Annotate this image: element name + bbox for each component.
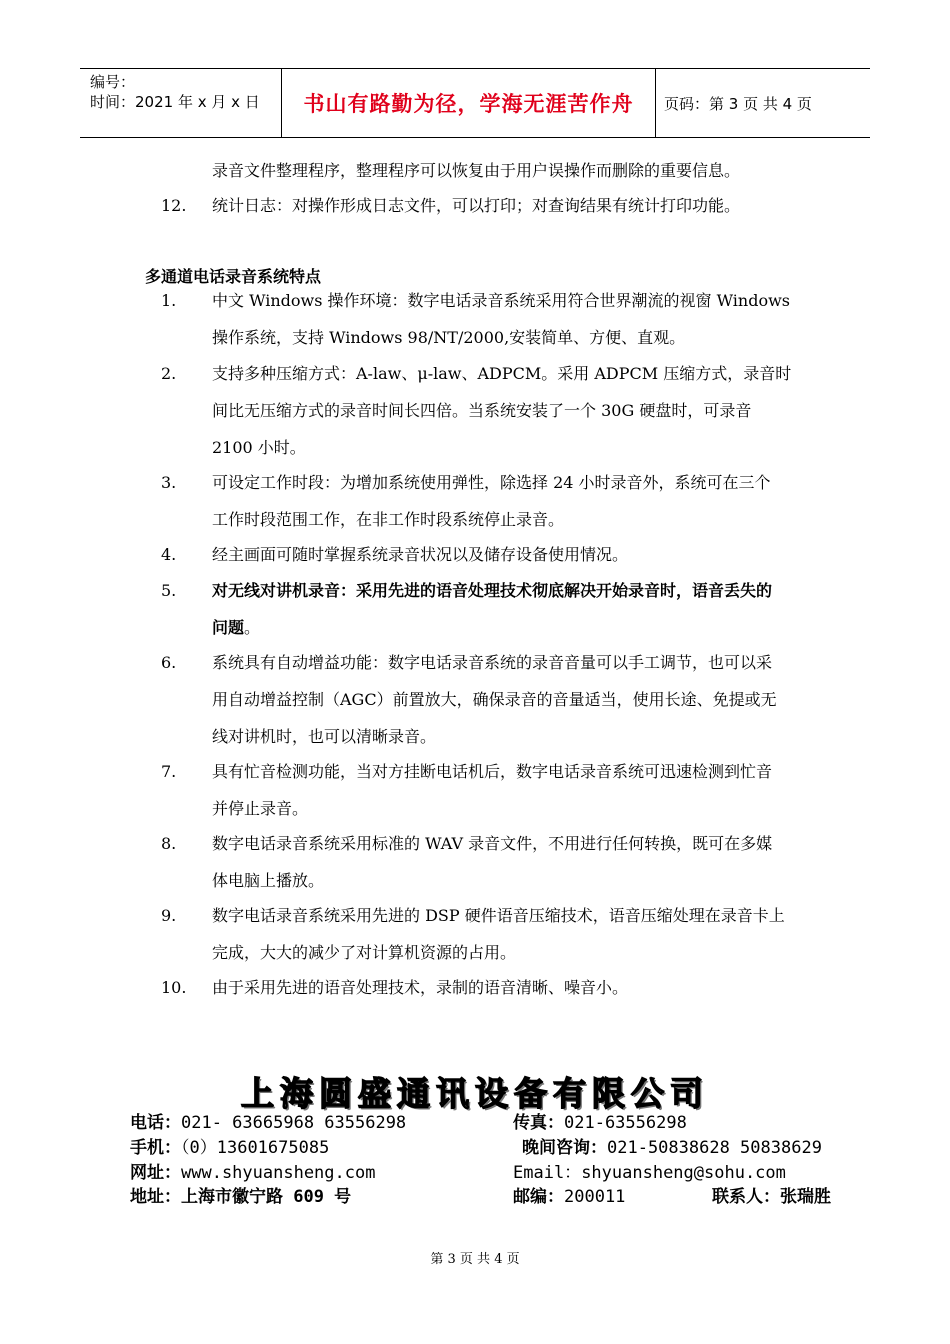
item-line-wrap xyxy=(212,618,260,638)
page-footer: 第 3 页 共 4 页 xyxy=(430,1252,520,1267)
item-line: 并停止录音。 xyxy=(212,799,309,818)
item-line: 间比无压缩方式的录音时间长四倍。当系统安装了一个 30G 硬盘时，可录音 xyxy=(212,401,752,420)
phone-label: 电话： xyxy=(130,1113,181,1133)
zip-value: 200011 xyxy=(564,1187,626,1207)
item-line: 问题 xyxy=(212,618,245,637)
document-time: 时间：2021 年 x 月 x 日 xyxy=(90,93,260,111)
item-12-number: 12. xyxy=(161,196,187,215)
item-line: 对无线对讲机录音：采用先进的语音处理技术彻底解决开始录音时，语音丢失的 xyxy=(212,581,773,600)
page-indicator: 页码：第 3 页 共 4 页 xyxy=(664,94,812,113)
web-label: 网址： xyxy=(130,1163,181,1183)
item-number: 3. xyxy=(161,473,177,492)
item-line: 可设定工作时段：为增加系统使用弹性，除选择 24 小时录音外，系统可在三个 xyxy=(212,473,771,492)
fax-label: 传真： xyxy=(513,1113,564,1133)
item-line: 用自动增益控制（AGC）前置放大，确保录音的音量适当，使用长途、免提或无 xyxy=(212,690,777,709)
item-line-tail: 。 xyxy=(244,618,261,637)
item-line: 数字电话录音系统采用先进的 DSP 硬件语音压缩技术，语音压缩处理在录音卡上 xyxy=(212,906,785,925)
item-12-text: 统计日志：对操作形成日志文件，可以打印；对查询结果有统计打印功能。 xyxy=(212,196,741,215)
item-line: 2100 小时。 xyxy=(212,438,306,457)
email-label: Email： xyxy=(513,1163,582,1183)
fax-row xyxy=(513,1112,687,1134)
document-id-label: 编号： xyxy=(90,73,136,91)
phone-row xyxy=(130,1112,406,1134)
web-row xyxy=(130,1162,375,1184)
address-value: 上海市徽宁路 609 号 xyxy=(181,1187,352,1207)
address-label: 地址： xyxy=(130,1187,181,1207)
item-number: 8. xyxy=(161,834,177,853)
item-line: 中文 Windows 操作环境：数字电话录音系统采用符合世界潮流的视窗 Windows xyxy=(212,291,790,310)
item-number: 6. xyxy=(161,653,177,672)
contact-person-value: 张瑞胜 xyxy=(780,1187,831,1207)
item-line: 数字电话录音系统采用标准的 WAV 录音文件，不用进行任何转换，既可在多媒 xyxy=(212,834,773,853)
item-number: 2. xyxy=(161,364,177,383)
item-line: 支持多种压缩方式：A-law、μ-law、ADPCM。采用 ADPCM 压缩方式，录音时 xyxy=(212,364,792,383)
item-number: 5. xyxy=(161,581,177,600)
page-header xyxy=(80,68,870,138)
contact-person-row xyxy=(712,1186,831,1208)
item-line: 系统具有自动增益功能：数字电话录音系统的录音音量可以手工调节，也可以采 xyxy=(212,653,773,672)
item-number: 7. xyxy=(161,762,177,781)
item-line: 具有忙音检测功能，当对方挂断电话机后，数字电话录音系统可迅速检测到忙音 xyxy=(212,762,773,781)
web-value[interactable]: www.shyuansheng.com xyxy=(181,1163,376,1183)
night-row xyxy=(522,1137,822,1159)
night-label: 晚间咨询： xyxy=(522,1138,607,1158)
item-line: 线对讲机时，也可以清晰录音。 xyxy=(212,727,437,746)
item-line: 操作系统，支持 Windows 98/NT/2000,安装简单、方便、直观。 xyxy=(212,328,686,347)
address-row xyxy=(130,1186,351,1208)
item-number: 9. xyxy=(161,906,177,925)
item-number: 1. xyxy=(161,291,177,310)
header-page-cell xyxy=(656,69,878,137)
item-line: 体电脑上播放。 xyxy=(212,871,325,890)
item-line: 由于采用先进的语音处理技术，录制的语音清晰、噪音小。 xyxy=(212,978,629,997)
mobile-row xyxy=(130,1137,329,1159)
email-row xyxy=(513,1162,786,1184)
motto: 书山有路勤为径，学海无涯苦作舟 xyxy=(303,92,634,116)
contact-person-label: 联系人： xyxy=(712,1187,780,1207)
header-motto-cell xyxy=(281,69,656,137)
zip-row xyxy=(513,1186,625,1208)
item-number: 4. xyxy=(161,545,177,564)
night-value: 021-50838628 50838629 xyxy=(607,1138,822,1158)
item-number: 10. xyxy=(161,978,187,997)
zip-label: 邮编： xyxy=(513,1187,564,1207)
mobile-label: 手机： xyxy=(130,1138,181,1158)
header-meta xyxy=(80,69,280,137)
mobile-value: （0）13601675085 xyxy=(181,1138,330,1158)
continuation-text: 录音文件整理程序，整理程序可以恢复由于用户误操作而删除的重要信息。 xyxy=(212,161,741,180)
fax-value: 021-63556298 xyxy=(564,1113,687,1133)
company-name: 上海圆盛通讯设备有限公司 xyxy=(241,1074,709,1113)
section-title: 多通道电话录音系统特点 xyxy=(145,267,322,286)
item-line: 经主画面可随时掌握系统录音状况以及储存设备使用情况。 xyxy=(212,545,629,564)
item-line: 工作时段范围工作，在非工作时段系统停止录音。 xyxy=(212,510,565,529)
item-line: 完成，大大的减少了对计算机资源的占用。 xyxy=(212,943,517,962)
email-value[interactable]: shyuansheng@sohu.com xyxy=(581,1163,786,1183)
phone-value: 021- 63665968 63556298 xyxy=(181,1113,407,1133)
